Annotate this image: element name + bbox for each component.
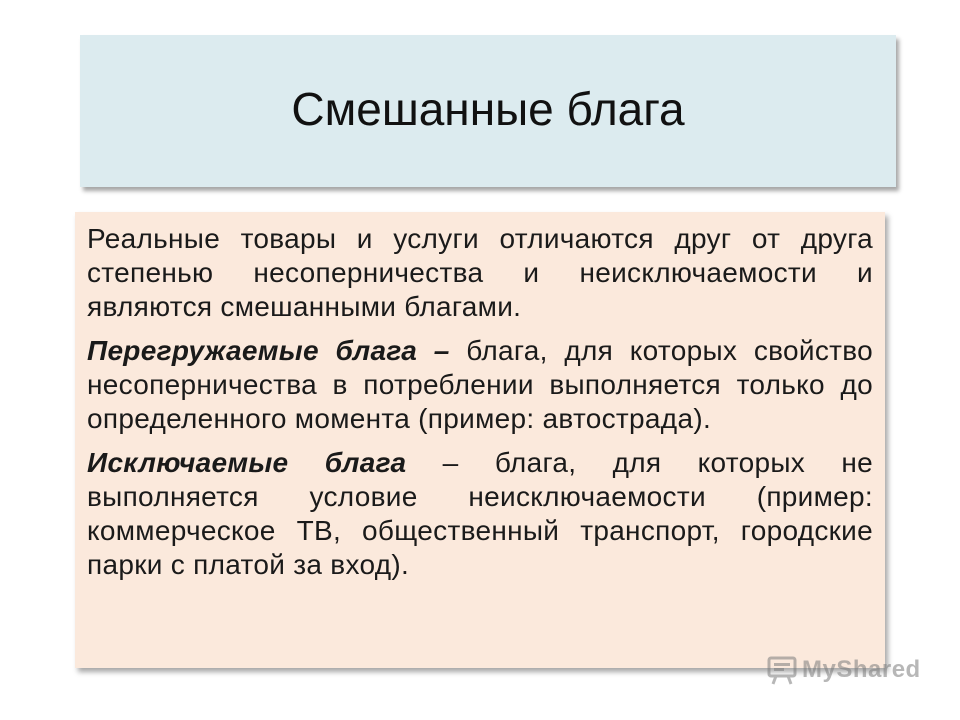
paragraph-intro <box>87 222 873 324</box>
title-panel <box>80 35 896 187</box>
content-panel <box>75 212 885 668</box>
paragraph-excludable-goods-text: – блага, для которых не выполняется условие неисключаемости (пример: коммерческое ТВ, общественный транспорт, городские парки с платой за вход). <box>87 447 873 580</box>
paragraph-intro-text: Реальные товары и услуги отличаются друг от друга степенью несоперничества и неисключаемости и являются смешанными благами. <box>87 223 873 322</box>
slide-title: Смешанные блага <box>291 83 685 135</box>
paragraph-excludable-goods <box>87 446 873 582</box>
paragraph-congestible-goods-text: блага, для которых свойство несоперничества в потреблении выполняется только до определенного момента (пример: автострада). <box>87 335 873 434</box>
watermark-text: MyShared <box>802 656 921 683</box>
term-congestible-goods: Перегружаемые блага – <box>87 335 450 366</box>
term-excludable-goods: Исключаемые блага <box>87 447 407 478</box>
presentation-board-icon <box>766 654 798 686</box>
paragraph-congestible-goods <box>87 334 873 436</box>
watermark <box>766 654 921 686</box>
